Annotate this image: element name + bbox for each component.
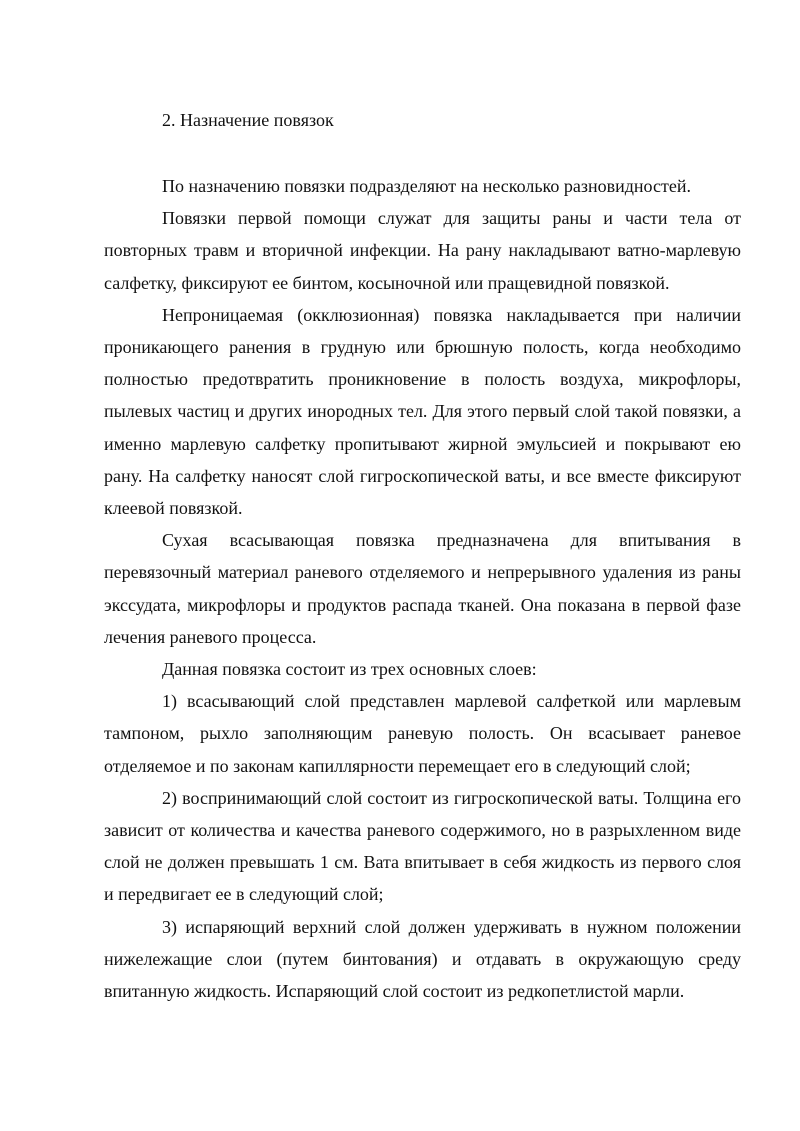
document-body bbox=[104, 170, 741, 1007]
paragraph-first-aid-dressing: Повязки первой помощи служат для защиты раны и части тела от повторных травм и вторичной инфекции. На рану накладывают ватно-марлевую салфетку, фиксируют ее бинтом, косыночной или пращевидной повязкой. bbox=[104, 208, 741, 293]
paragraph-layer-1: 1) всасывающий слой представлен марлевой салфеткой или марлевым тампоном, рыхло заполняющим раневую полость. Он всасывает раневое отделяемое и по законам капиллярности перемещает его в следующий слой; bbox=[104, 691, 741, 776]
paragraph-occlusive-dressing: Непроницаемая (окклюзионная) повязка накладывается при наличии проникающего ранения в грудную или брюшную полость, когда необходимо полностью предотвратить проникновение в полость воздуха, микрофлоры, пылевых частиц и других инородных тел. Для этого первый слой такой повязки, а именно марлевую салфетку пропитывают жирной эмульсией и покрывают ею рану. На салфетку наносят слой гигроскопической ваты, и все вместе фиксируют клеевой повязкой. bbox=[104, 304, 741, 519]
paragraph-intro: По назначению повязки подразделяют на несколько разновидностей. bbox=[162, 176, 691, 196]
paragraph-layer-3: 3) испаряющий верхний слой должен удерживать в нужном положении нижележащие слои (путем бинтования) и отдавать в окружающую среду впитанную жидкость. Испаряющий слой состоит из редкопетлистой марли. bbox=[104, 916, 741, 1002]
paragraph-layer-2: 2) воспринимающий слой состоит из гигроскопической ваты. Толщина его зависит от количества и качества раневого содержимого, но в разрыхленном виде слой не должен превышать 1 см. Вата впитывает в себя жидкость из первого слоя и передвигает ее в следующий слой; bbox=[104, 787, 741, 905]
paragraph-dry-absorbent-dressing: Сухая всасывающая повязка предназначена для впитывания в перевязочный материал раневого отделяемого и непрерывного удаления из раны экссудата, микрофлоры и продуктов распада тканей. Она показана в первой фазе лечения раневого процесса. bbox=[104, 530, 741, 647]
paragraph-layers-intro: Данная повязка состоит из трех основных слоев: bbox=[162, 659, 537, 680]
section-heading: 2. Назначение повязок bbox=[162, 110, 334, 130]
